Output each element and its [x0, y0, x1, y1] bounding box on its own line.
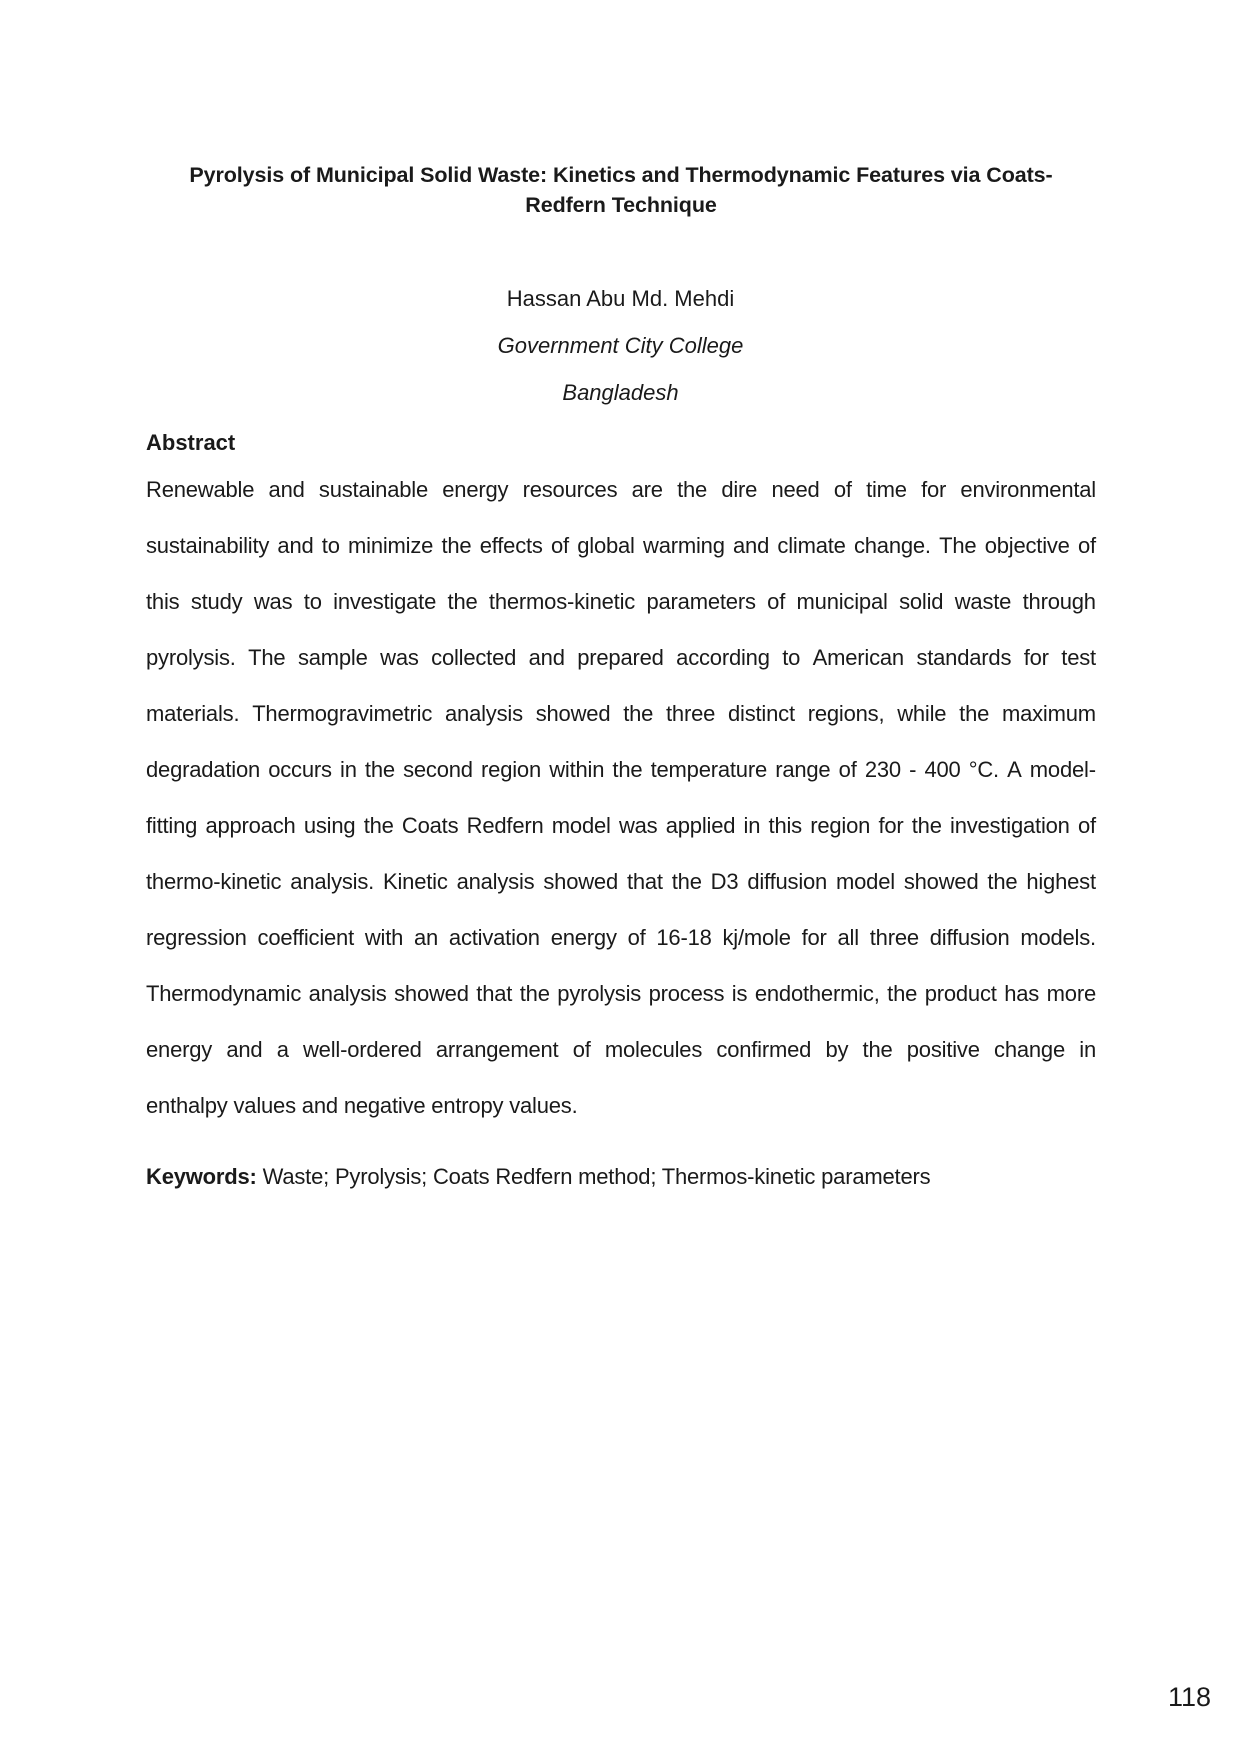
abstract-word: models.	[1020, 925, 1096, 950]
abstract-word: environmental	[960, 477, 1096, 502]
abstract-word: in	[743, 813, 761, 838]
abstract-word: with	[364, 925, 404, 950]
abstract-word: the	[959, 701, 990, 726]
abstract-word: for	[878, 813, 904, 838]
abstract-word: solid	[899, 589, 944, 614]
abstract-line	[146, 867, 1096, 923]
abstract-word: and	[226, 1037, 263, 1062]
abstract-word: of	[551, 533, 569, 558]
abstract-word: thermos-kinetic	[488, 589, 636, 614]
abstract-word: to	[303, 589, 322, 614]
abstract-word: an	[414, 925, 439, 950]
abstract-word: and	[277, 533, 314, 558]
abstract-word: the	[519, 981, 550, 1006]
abstract-word: standards	[916, 645, 1012, 670]
abstract-line	[146, 643, 1096, 699]
abstract-word: region	[481, 757, 541, 782]
abstract-word: Coats	[401, 813, 459, 838]
abstract-word: and	[528, 645, 565, 670]
abstract-word: the	[862, 1037, 893, 1062]
abstract-word: is	[731, 981, 748, 1006]
abstract-word: analysis.	[290, 869, 375, 894]
abstract-word: the	[612, 757, 643, 782]
abstract-word: and	[733, 533, 770, 558]
abstract-word: to	[321, 533, 340, 558]
abstract-word: the	[887, 981, 918, 1006]
abstract-word: all	[837, 925, 859, 950]
abstract-word: collected	[431, 645, 517, 670]
abstract-word: endothermic,	[754, 981, 880, 1006]
abstract-word: A	[1007, 757, 1022, 782]
abstract-word: sustainable	[318, 477, 428, 502]
abstract-word: sample	[297, 645, 368, 670]
abstract-line	[146, 475, 1096, 531]
abstract-word: D3	[710, 869, 739, 894]
abstract-word: in	[1079, 1037, 1096, 1062]
abstract-word: of	[767, 589, 786, 614]
abstract-word: region	[810, 813, 871, 838]
abstract-line	[146, 587, 1096, 643]
abstract-word: occurs	[268, 757, 332, 782]
abstract-word: that	[626, 869, 663, 894]
abstract-word: for	[921, 477, 947, 502]
keywords	[146, 1162, 930, 1192]
keywords-text: Waste; Pyrolysis; Coats Redfern method; Thermos-kinetic parameters	[256, 1164, 931, 1189]
abstract-word: municipal	[796, 589, 888, 614]
abstract-word: pyrolysis.	[146, 645, 236, 670]
abstract-word: while	[897, 701, 947, 726]
abstract-word: to	[782, 645, 801, 670]
abstract-word: showed	[535, 701, 611, 726]
abstract-word: regions,	[807, 701, 885, 726]
abstract-word: pyrolysis	[557, 981, 642, 1006]
abstract-word: need	[771, 477, 820, 502]
abstract-word: energy	[146, 1037, 213, 1062]
abstract-line	[146, 811, 1096, 867]
abstract-word: minimize	[348, 533, 434, 558]
abstract-word: for	[801, 925, 827, 950]
abstract-word: the	[364, 757, 395, 782]
abstract-word: model-	[1029, 757, 1096, 782]
abstract-word: -	[909, 757, 917, 782]
abstract-word: highest	[1026, 869, 1096, 894]
abstract-word: showed	[543, 869, 619, 894]
abstract-word: showed	[903, 869, 979, 894]
abstract-word: using	[303, 813, 356, 838]
abstract-word: of	[1077, 533, 1096, 558]
abstract-word: the	[677, 477, 708, 502]
abstract-heading: Abstract	[146, 430, 236, 455]
abstract-word: sustainability	[146, 533, 270, 558]
abstract-word: 400	[924, 757, 961, 782]
abstract-word: Kinetic	[383, 869, 448, 894]
abstract-word: the	[363, 813, 394, 838]
abstract-word: regression	[146, 925, 247, 950]
abstract-word: dire	[721, 477, 758, 502]
abstract-word: analysis	[308, 981, 387, 1006]
abstract-word: second	[403, 757, 473, 782]
abstract-word: degradation	[146, 757, 261, 782]
abstract-word: waste	[954, 589, 1012, 614]
abstract-word: energy	[442, 477, 509, 502]
abstract-word: model	[551, 813, 611, 838]
abstract-word: approach	[205, 813, 296, 838]
abstract-word: Renewable	[146, 477, 255, 502]
abstract-word: the	[671, 869, 702, 894]
abstract-word: three	[666, 701, 716, 726]
abstract-line: enthalpy values and negative entropy values.	[146, 1093, 578, 1118]
abstract-word: test	[1061, 645, 1096, 670]
abstract-word: was	[380, 645, 419, 670]
abstract-word: prepared	[577, 645, 664, 670]
abstract-word: investigate	[333, 589, 437, 614]
abstract-word: for	[1023, 645, 1049, 670]
abstract-word: range	[775, 757, 831, 782]
abstract-word: the	[987, 869, 1018, 894]
abstract-word: well-ordered	[302, 1037, 422, 1062]
abstract-word: maximum	[1001, 701, 1096, 726]
author-affiliation: Government City College	[497, 333, 744, 358]
abstract-word: investigation	[950, 813, 1070, 838]
title-line: Redfern Technique	[525, 193, 717, 217]
abstract-word: global	[577, 533, 635, 558]
abstract-word: this	[768, 813, 802, 838]
abstract-word: process	[648, 981, 725, 1006]
abstract-word: Thermodynamic	[146, 981, 302, 1006]
abstract-word: was	[253, 589, 293, 614]
abstract-word: applied	[665, 813, 736, 838]
abstract-word: fitting	[146, 813, 198, 838]
abstract-word: showed	[394, 981, 469, 1006]
abstract-word: three	[869, 925, 919, 950]
abstract-word: objective	[984, 533, 1070, 558]
abstract-word: that	[476, 981, 513, 1006]
abstract-word: more	[1046, 981, 1096, 1006]
abstract-word: time	[866, 477, 907, 502]
abstract-body	[146, 475, 1096, 1147]
abstract-word: confirmed	[716, 1037, 812, 1062]
abstract-word: change	[994, 1037, 1065, 1062]
abstract-word: temperature	[650, 757, 768, 782]
author-country: Bangladesh	[562, 380, 679, 405]
abstract-word: analysis	[456, 869, 535, 894]
abstract-word: 230	[864, 757, 901, 782]
abstract-word: according	[676, 645, 770, 670]
abstract-word: resources	[522, 477, 618, 502]
abstract-word: model	[836, 869, 895, 894]
abstract-word: The	[939, 533, 977, 558]
abstract-word: °C.	[968, 757, 999, 782]
abstract-word: by	[825, 1037, 849, 1062]
abstract-word: effects	[479, 533, 543, 558]
abstract-word: Redfern	[466, 813, 544, 838]
author-name: Hassan Abu Md. Mehdi	[506, 286, 735, 311]
keywords-label: Keywords:	[146, 1164, 257, 1189]
abstract-word: has	[1004, 981, 1040, 1006]
abstract-word: the	[623, 701, 654, 726]
abstract-word: energy	[550, 925, 617, 950]
abstract-word: activation	[448, 925, 540, 950]
abstract-word: parameters	[646, 589, 756, 614]
page-number: 118	[1167, 1682, 1211, 1712]
abstract-word: of	[1077, 813, 1096, 838]
abstract-word: diffusion	[747, 869, 828, 894]
abstract-word: arrangement	[435, 1037, 559, 1062]
abstract-word: of	[833, 477, 852, 502]
abstract-word: the	[911, 813, 942, 838]
abstract-word: molecules	[604, 1037, 703, 1062]
abstract-word: materials.	[146, 701, 240, 726]
abstract-word: 16-18	[656, 925, 712, 950]
abstract-word: study	[190, 589, 243, 614]
abstract-word: was	[618, 813, 658, 838]
abstract-word: and	[268, 477, 305, 502]
abstract-word: American	[812, 645, 904, 670]
abstract-word: change.	[853, 533, 931, 558]
abstract-word: product	[924, 981, 997, 1006]
abstract-word: of	[838, 757, 857, 782]
abstract-word: distinct	[727, 701, 795, 726]
abstract-word: diffusion	[929, 925, 1010, 950]
abstract-word: analysis	[445, 701, 523, 726]
abstract-line	[146, 923, 1096, 979]
abstract-word: thermo-kinetic	[146, 869, 282, 894]
abstract-word: climate	[777, 533, 846, 558]
abstract-word: of	[572, 1037, 591, 1062]
abstract-line	[146, 755, 1096, 811]
abstract-word: are	[631, 477, 663, 502]
abstract-word: through	[1022, 589, 1096, 614]
abstract-line	[146, 979, 1096, 1035]
abstract-word: kj/mole	[722, 925, 791, 950]
abstract-word: the	[447, 589, 478, 614]
abstract-word: of	[627, 925, 646, 950]
abstract-word: a	[276, 1037, 289, 1062]
abstract-line	[146, 699, 1096, 755]
abstract-word: warming	[643, 533, 725, 558]
abstract-word: The	[248, 645, 286, 670]
title-line: Pyrolysis of Municipal Solid Waste: Kinetics and Thermodynamic Features via Coats-	[189, 163, 1053, 187]
abstract-word: coefficient	[257, 925, 355, 950]
abstract-word: this	[146, 589, 180, 614]
abstract-line	[146, 531, 1096, 587]
abstract-word: Thermogravimetric	[252, 701, 433, 726]
abstract-word: the	[441, 533, 472, 558]
paper-title	[146, 160, 1096, 220]
abstract-word: in	[340, 757, 357, 782]
abstract-line	[146, 1035, 1096, 1091]
abstract-word: positive	[906, 1037, 980, 1062]
abstract-word: within	[549, 757, 605, 782]
